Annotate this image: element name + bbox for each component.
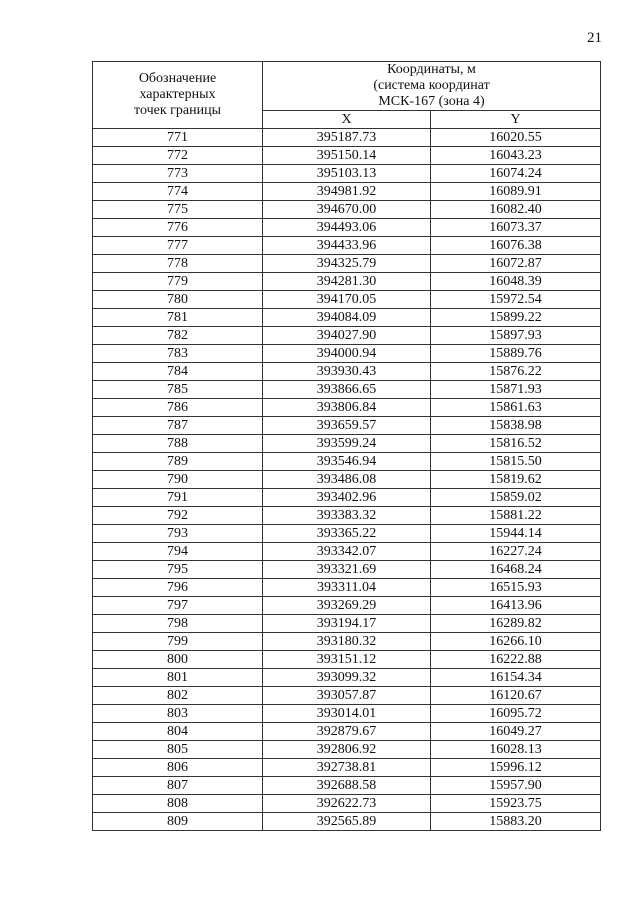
table-row xyxy=(93,165,601,183)
point-number-cell: 794 xyxy=(93,543,263,561)
table-row xyxy=(93,291,601,309)
x-coordinate-cell: 394981.92 xyxy=(263,183,431,201)
point-number-cell: 785 xyxy=(93,381,263,399)
table-row xyxy=(93,381,601,399)
point-designation-header xyxy=(93,62,263,129)
table-row xyxy=(93,507,601,525)
x-coordinate-cell: 394027.90 xyxy=(263,327,431,345)
y-coordinate-cell: 15819.62 xyxy=(431,471,601,489)
x-coordinate-cell: 392879.67 xyxy=(263,723,431,741)
x-coordinate-cell: 393599.24 xyxy=(263,435,431,453)
x-coordinate-cell: 393546.94 xyxy=(263,453,431,471)
point-number-cell: 802 xyxy=(93,687,263,705)
x-coordinate-cell: 393180.32 xyxy=(263,633,431,651)
y-coordinate-cell: 16289.82 xyxy=(431,615,601,633)
y-coordinate-cell: 15899.22 xyxy=(431,309,601,327)
x-coordinate-cell: 392806.92 xyxy=(263,741,431,759)
table-row xyxy=(93,525,601,543)
table-row xyxy=(93,759,601,777)
point-number-cell: 783 xyxy=(93,345,263,363)
x-coordinate-cell: 392738.81 xyxy=(263,759,431,777)
x-coordinate-cell: 395150.14 xyxy=(263,147,431,165)
y-coordinate-cell: 16074.24 xyxy=(431,165,601,183)
x-coordinate-cell: 394433.96 xyxy=(263,237,431,255)
y-coordinate-cell: 15871.93 xyxy=(431,381,601,399)
point-number-cell: 772 xyxy=(93,147,263,165)
y-coordinate-cell: 15816.52 xyxy=(431,435,601,453)
x-coordinate-cell: 392565.89 xyxy=(263,813,431,831)
table-row xyxy=(93,399,601,417)
x-coordinate-cell: 395187.73 xyxy=(263,129,431,147)
y-coordinate-cell: 16082.40 xyxy=(431,201,601,219)
x-coordinate-cell: 393806.84 xyxy=(263,399,431,417)
table-row xyxy=(93,579,601,597)
table-row xyxy=(93,705,601,723)
point-number-cell: 774 xyxy=(93,183,263,201)
table-row xyxy=(93,687,601,705)
x-coordinate-cell: 393269.29 xyxy=(263,597,431,615)
x-coordinate-cell: 393659.57 xyxy=(263,417,431,435)
x-coordinate-cell: 393930.43 xyxy=(263,363,431,381)
x-coordinate-cell: 393402.96 xyxy=(263,489,431,507)
coordinates-table-body xyxy=(93,129,601,831)
x-coordinate-cell: 392622.73 xyxy=(263,795,431,813)
y-coordinate-cell: 16095.72 xyxy=(431,705,601,723)
point-number-cell: 808 xyxy=(93,795,263,813)
table-row xyxy=(93,561,601,579)
x-coordinate-cell: 394493.06 xyxy=(263,219,431,237)
table-row xyxy=(93,669,601,687)
table-row xyxy=(93,453,601,471)
y-coordinate-cell: 15815.50 xyxy=(431,453,601,471)
y-coordinate-cell: 15889.76 xyxy=(431,345,601,363)
x-coordinate-cell: 395103.13 xyxy=(263,165,431,183)
x-coordinate-cell: 393311.04 xyxy=(263,579,431,597)
point-number-cell: 789 xyxy=(93,453,263,471)
table-row xyxy=(93,795,601,813)
table-row xyxy=(93,327,601,345)
table-row xyxy=(93,723,601,741)
point-header-line: характерных xyxy=(139,87,216,102)
y-coordinate-cell: 16020.55 xyxy=(431,129,601,147)
x-coordinate-cell: 393057.87 xyxy=(263,687,431,705)
y-coordinate-cell: 16043.23 xyxy=(431,147,601,165)
x-coordinate-cell: 393194.17 xyxy=(263,615,431,633)
x-coordinate-cell: 393321.69 xyxy=(263,561,431,579)
table-row xyxy=(93,417,601,435)
table-row xyxy=(93,363,601,381)
y-coordinate-cell: 16515.93 xyxy=(431,579,601,597)
point-number-cell: 796 xyxy=(93,579,263,597)
x-coordinate-cell: 393365.22 xyxy=(263,525,431,543)
point-number-cell: 771 xyxy=(93,129,263,147)
table-row xyxy=(93,183,601,201)
x-coordinate-cell: 393383.32 xyxy=(263,507,431,525)
x-coordinate-cell: 394281.30 xyxy=(263,273,431,291)
x-column-header: X xyxy=(263,111,431,129)
table-row xyxy=(93,777,601,795)
table-row xyxy=(93,345,601,363)
table-row xyxy=(93,201,601,219)
y-column-header: Y xyxy=(431,111,601,129)
point-number-cell: 773 xyxy=(93,165,263,183)
x-coordinate-cell: 393486.08 xyxy=(263,471,431,489)
point-number-cell: 781 xyxy=(93,309,263,327)
table-row xyxy=(93,129,601,147)
y-coordinate-cell: 16468.24 xyxy=(431,561,601,579)
x-coordinate-cell: 393151.12 xyxy=(263,651,431,669)
y-coordinate-cell: 15876.22 xyxy=(431,363,601,381)
point-number-cell: 782 xyxy=(93,327,263,345)
x-coordinate-cell: 394084.09 xyxy=(263,309,431,327)
table-row xyxy=(93,489,601,507)
y-coordinate-cell: 15838.98 xyxy=(431,417,601,435)
point-number-cell: 791 xyxy=(93,489,263,507)
point-number-cell: 790 xyxy=(93,471,263,489)
table-row xyxy=(93,273,601,291)
table-row xyxy=(93,309,601,327)
point-number-cell: 809 xyxy=(93,813,263,831)
page-number: 21 xyxy=(587,30,602,46)
y-coordinate-cell: 16073.37 xyxy=(431,219,601,237)
x-coordinate-cell: 394170.05 xyxy=(263,291,431,309)
y-coordinate-cell: 15897.93 xyxy=(431,327,601,345)
point-number-cell: 793 xyxy=(93,525,263,543)
point-number-cell: 804 xyxy=(93,723,263,741)
point-number-cell: 787 xyxy=(93,417,263,435)
y-coordinate-cell: 16048.39 xyxy=(431,273,601,291)
y-coordinate-cell: 15996.12 xyxy=(431,759,601,777)
table-row xyxy=(93,543,601,561)
x-coordinate-cell: 392688.58 xyxy=(263,777,431,795)
table-row xyxy=(93,597,601,615)
coords-header-line: Координаты, м xyxy=(387,62,476,77)
y-coordinate-cell: 15957.90 xyxy=(431,777,601,795)
point-number-cell: 798 xyxy=(93,615,263,633)
y-coordinate-cell: 16076.38 xyxy=(431,237,601,255)
point-number-cell: 800 xyxy=(93,651,263,669)
point-number-cell: 801 xyxy=(93,669,263,687)
point-number-cell: 803 xyxy=(93,705,263,723)
point-number-cell: 786 xyxy=(93,399,263,417)
point-header-line: Обозначение xyxy=(138,71,217,86)
y-coordinate-cell: 16028.13 xyxy=(431,741,601,759)
table-row xyxy=(93,615,601,633)
point-number-cell: 807 xyxy=(93,777,263,795)
y-coordinate-cell: 16120.67 xyxy=(431,687,601,705)
table-row xyxy=(93,651,601,669)
y-coordinate-cell: 15944.14 xyxy=(431,525,601,543)
y-coordinate-cell: 16222.88 xyxy=(431,651,601,669)
point-number-cell: 797 xyxy=(93,597,263,615)
point-number-cell: 776 xyxy=(93,219,263,237)
table-row xyxy=(93,219,601,237)
y-coordinate-cell: 16413.96 xyxy=(431,597,601,615)
y-coordinate-cell: 16154.34 xyxy=(431,669,601,687)
x-coordinate-cell: 394000.94 xyxy=(263,345,431,363)
point-number-cell: 777 xyxy=(93,237,263,255)
y-coordinate-cell: 15883.20 xyxy=(431,813,601,831)
point-number-cell: 799 xyxy=(93,633,263,651)
table-row xyxy=(93,147,601,165)
point-number-cell: 779 xyxy=(93,273,263,291)
x-coordinate-cell: 394670.00 xyxy=(263,201,431,219)
point-number-cell: 778 xyxy=(93,255,263,273)
x-coordinate-cell: 393099.32 xyxy=(263,669,431,687)
y-coordinate-cell: 15861.63 xyxy=(431,399,601,417)
x-coordinate-cell: 393342.07 xyxy=(263,543,431,561)
table-row xyxy=(93,237,601,255)
point-number-cell: 775 xyxy=(93,201,263,219)
coords-header-line: МСК-167 (зона 4) xyxy=(378,94,485,109)
y-coordinate-cell: 16266.10 xyxy=(431,633,601,651)
point-number-cell: 806 xyxy=(93,759,263,777)
point-header-line: точек границы xyxy=(134,103,221,118)
y-coordinate-cell: 16072.87 xyxy=(431,255,601,273)
x-coordinate-cell: 393866.65 xyxy=(263,381,431,399)
coordinates-table xyxy=(92,61,601,831)
y-coordinate-cell: 15859.02 xyxy=(431,489,601,507)
table-row xyxy=(93,813,601,831)
y-coordinate-cell: 16227.24 xyxy=(431,543,601,561)
point-number-cell: 780 xyxy=(93,291,263,309)
y-coordinate-cell: 16049.27 xyxy=(431,723,601,741)
y-coordinate-cell: 15972.54 xyxy=(431,291,601,309)
table-row xyxy=(93,471,601,489)
point-number-cell: 805 xyxy=(93,741,263,759)
point-number-cell: 788 xyxy=(93,435,263,453)
table-row xyxy=(93,255,601,273)
y-coordinate-cell: 15923.75 xyxy=(431,795,601,813)
point-number-cell: 795 xyxy=(93,561,263,579)
x-coordinate-cell: 394325.79 xyxy=(263,255,431,273)
table-row xyxy=(93,435,601,453)
point-number-cell: 792 xyxy=(93,507,263,525)
point-number-cell: 784 xyxy=(93,363,263,381)
table-row xyxy=(93,633,601,651)
y-coordinate-cell: 15881.22 xyxy=(431,507,601,525)
coordinates-header xyxy=(263,62,601,111)
coords-header-line: (система координат xyxy=(373,78,490,93)
table-row xyxy=(93,741,601,759)
x-coordinate-cell: 393014.01 xyxy=(263,705,431,723)
y-coordinate-cell: 16089.91 xyxy=(431,183,601,201)
